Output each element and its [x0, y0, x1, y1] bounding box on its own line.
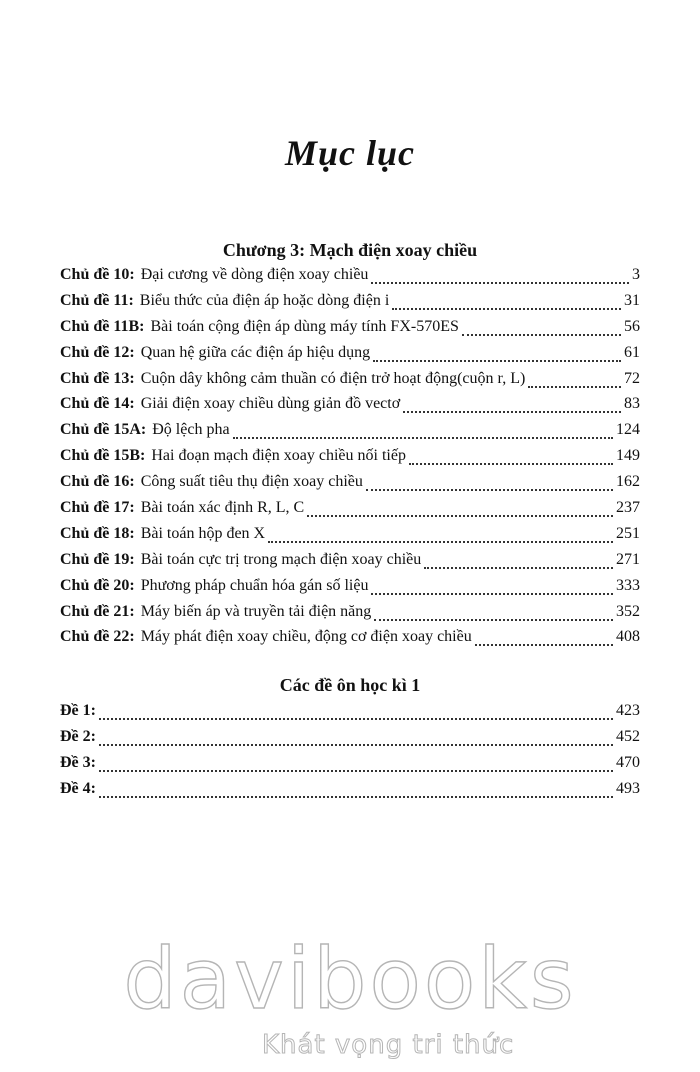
toc-leader-dots: [99, 796, 613, 798]
toc-entry-title: Hai đoạn mạch điện xoay chiều nối tiếp: [151, 447, 406, 465]
toc-leader-dots: [99, 744, 613, 746]
toc-leader-dots: [392, 308, 621, 310]
toc-entry-label: Chủ đề 10:: [60, 266, 135, 283]
toc-entry-label: Chủ đề 16:: [60, 473, 135, 491]
toc-entry: [60, 780, 640, 806]
toc-entry-label: Chủ đề 18:: [60, 524, 135, 542]
toc-entry-title: Đại cương về dòng điện xoay chiều: [140, 266, 369, 283]
toc-entry-label: Chủ đề 22:: [60, 628, 135, 646]
toc-entry-page: 124: [616, 421, 640, 439]
toc-entry-title: Phương pháp chuẩn hóa gán số liệu: [140, 576, 369, 594]
toc-entry-label: Chủ đề 17:: [60, 499, 135, 517]
toc-entry: [60, 292, 640, 318]
toc-entry-title: Cuộn dây không cảm thuần có điện trở hoạt động(cuộn r, L): [140, 369, 526, 387]
toc-entry-title: Bài toán cực trị trong mạch điện xoay chiều: [140, 550, 422, 568]
toc-entry-title: Máy biến áp và truyền tải điện năng: [140, 602, 372, 620]
toc-entry: [60, 628, 640, 654]
toc-leader-dots: [307, 515, 613, 517]
section-heading-chapter-3: Chương 3: Mạch điện xoay chiều: [222, 240, 478, 260]
toc-entry-label: Đề 3:: [60, 753, 96, 771]
toc-entry-title: Máy phát điện xoay chiều, động cơ điện xoay chiều: [140, 628, 472, 646]
toc-entry: [60, 473, 640, 499]
toc-entry-page: 72: [624, 369, 640, 387]
toc-entry: [60, 525, 640, 551]
toc-leader-dots: [374, 619, 613, 621]
toc-entry-page: 493: [616, 779, 640, 797]
toc-entry-label: Chủ đề 11B:: [60, 317, 145, 335]
toc-entry-page: 470: [616, 753, 640, 771]
toc-entry-page: 423: [616, 702, 640, 719]
toc-entry-label: Chủ đề 15A:: [60, 421, 147, 439]
toc-leader-dots: [528, 386, 621, 388]
toc-entry: [60, 499, 640, 525]
toc-entry-title: Độ lệch pha: [152, 421, 230, 439]
toc-entry-page: 149: [616, 447, 640, 465]
toc-entry: [60, 577, 640, 603]
toc-entry-page: 333: [616, 576, 640, 594]
section-heading-exams: Các đề ôn học kì 1: [279, 675, 421, 695]
toc-entry-title: Bài toán xác định R, L, C: [140, 499, 305, 517]
toc-leader-dots: [371, 593, 613, 595]
toc-entry: [60, 421, 640, 447]
toc-entry-label: Chủ đề 13:: [60, 369, 135, 387]
toc-leader-dots: [475, 644, 613, 646]
toc-entry-page: 56: [624, 317, 640, 335]
toc-entry-label: Chủ đề 12:: [60, 343, 135, 361]
toc-leader-dots: [462, 334, 621, 336]
page-title: Mục lục: [284, 133, 415, 173]
toc-leader-dots: [233, 437, 613, 439]
toc-entry-page: 452: [616, 727, 640, 745]
watermark-brand: davibooks: [123, 930, 577, 1028]
toc-entry-page: 408: [616, 628, 640, 646]
toc-entry-page: 251: [616, 524, 640, 542]
toc-entry-label: Chủ đề 14:: [60, 395, 135, 413]
toc-leader-dots: [409, 463, 613, 465]
toc-leader-dots: [366, 489, 613, 491]
toc-entry-label: Đề 2:: [60, 727, 96, 745]
toc-leader-dots: [371, 282, 629, 284]
toc-entry-label: Chủ đề 20:: [60, 576, 135, 594]
toc-entry-page: 237: [616, 499, 640, 517]
toc-entry: [60, 603, 640, 629]
toc-entry-label: Chủ đề 11:: [60, 291, 134, 309]
toc-entry-title: Biểu thức của điện áp hoặc dòng điện i: [139, 291, 390, 309]
toc-entry-label: Đề 1:: [60, 702, 96, 719]
toc-entry-label: Chủ đề 21:: [60, 602, 135, 620]
toc-entry-page: 61: [624, 343, 640, 361]
toc-entry-page: 352: [616, 602, 640, 620]
toc-leader-dots: [99, 718, 613, 720]
toc-entry-page: 3: [632, 266, 640, 283]
toc-entry-title: Quan hệ giữa các điện áp hiệu dụng: [140, 343, 371, 361]
toc-entry-page: 271: [616, 550, 640, 568]
toc-leader-dots: [373, 360, 621, 362]
toc-entry-page: 162: [616, 473, 640, 491]
toc-entry-title: Bài toán cộng điện áp dùng máy tính FX-570ES: [150, 317, 459, 335]
toc-entry: [60, 344, 640, 370]
toc-leader-dots: [99, 770, 613, 772]
toc-entry-label: Chủ đề 19:: [60, 550, 135, 568]
toc-list-exams: [60, 702, 640, 806]
toc-entry: [60, 551, 640, 577]
toc-entry: [60, 728, 640, 754]
toc-entry: [60, 318, 640, 344]
toc-entry-page: 31: [624, 291, 640, 309]
toc-entry: [60, 266, 640, 292]
toc-entry-title: Giải điện xoay chiều dùng giản đồ vectơ: [140, 395, 401, 413]
toc-entry: [60, 447, 640, 473]
toc-entry: [60, 754, 640, 780]
toc-leader-dots: [403, 411, 621, 413]
toc-entry: [60, 395, 640, 421]
toc-entry-page: 83: [624, 395, 640, 413]
toc-list-chapter-3: [60, 266, 640, 654]
toc-entry: [60, 370, 640, 396]
toc-entry-label: Chủ đề 15B:: [60, 447, 146, 465]
toc-entry-title: Công suất tiêu thụ điện xoay chiều: [140, 473, 363, 491]
toc-entry: [60, 702, 640, 728]
toc-leader-dots: [424, 567, 613, 569]
toc-leader-dots: [268, 541, 613, 543]
watermark-tagline: Khát vọng tri thức: [262, 1030, 515, 1060]
toc-entry-label: Đề 4:: [60, 779, 96, 797]
toc-entry-title: Bài toán hộp đen X: [140, 524, 266, 542]
